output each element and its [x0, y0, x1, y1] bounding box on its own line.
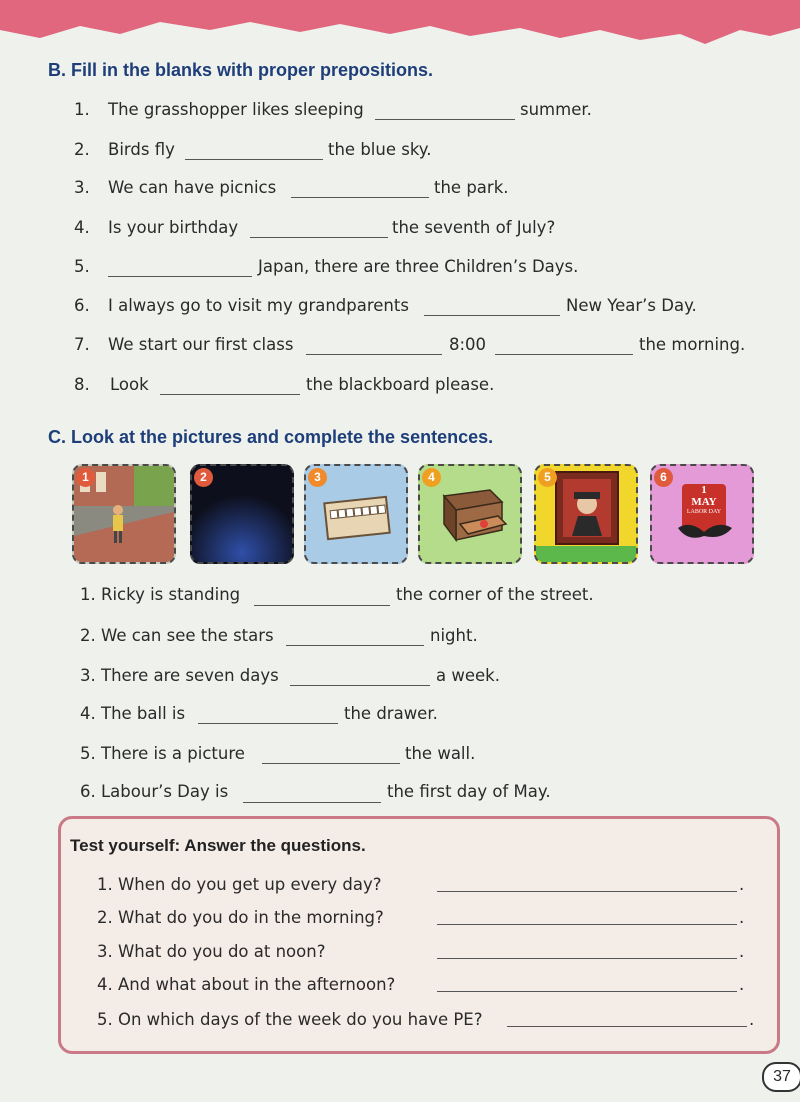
picture-number: 1 — [76, 468, 95, 487]
street-corner-icon — [72, 464, 176, 564]
answer-line[interactable] — [437, 958, 737, 959]
drawer-ball-icon — [418, 464, 522, 564]
answer-blank[interactable] — [108, 276, 252, 277]
answer-line[interactable] — [437, 891, 737, 892]
top-banner — [0, 0, 800, 60]
picture-number: 4 — [422, 468, 441, 487]
picture-number: 2 — [194, 468, 213, 487]
answer-blank[interactable] — [254, 605, 390, 606]
section-c-heading: C. Look at the pictures and complete the sentences. — [48, 427, 494, 447]
answer-blank[interactable] — [375, 119, 515, 120]
answer-blank[interactable] — [424, 315, 560, 316]
answer-line[interactable] — [437, 924, 737, 925]
answer-blank[interactable] — [286, 645, 424, 646]
answer-blank[interactable] — [198, 723, 338, 724]
wall-picture-icon — [534, 464, 638, 564]
may-calendar-icon — [650, 464, 754, 564]
test-heading: Test yourself: Answer the questions. — [70, 836, 366, 855]
answer-blank[interactable] — [160, 394, 300, 395]
picture-number: 6 — [654, 468, 673, 487]
answer-blank[interactable] — [185, 159, 323, 160]
night-sky-icon — [190, 464, 294, 564]
answer-blank[interactable] — [306, 354, 442, 355]
picture-number: 3 — [308, 468, 327, 487]
answer-line[interactable] — [507, 1026, 747, 1027]
answer-blank[interactable] — [250, 237, 388, 238]
answer-blank[interactable] — [291, 197, 429, 198]
test-yourself-box: Test yourself: Answer the questions. 1. When do you get up every day? . 2. What do you do in the morning? . 3. What do you do at noon? . 4. And what about in the afternoon? . 5. On which days of the week do you have PE? . — [58, 816, 780, 1054]
calendar-week-icon — [304, 464, 408, 564]
answer-blank[interactable] — [495, 354, 633, 355]
page-number: 37 — [762, 1062, 800, 1092]
answer-blank[interactable] — [290, 685, 430, 686]
answer-blank[interactable] — [262, 763, 400, 764]
answer-blank[interactable] — [243, 802, 381, 803]
picture-number: 5 — [538, 468, 557, 487]
section-b-heading: B. Fill in the blanks with proper prepositions. — [48, 60, 434, 80]
answer-line[interactable] — [437, 991, 737, 992]
calendar-page: 1 MAY LABOR DAY — [682, 484, 726, 534]
